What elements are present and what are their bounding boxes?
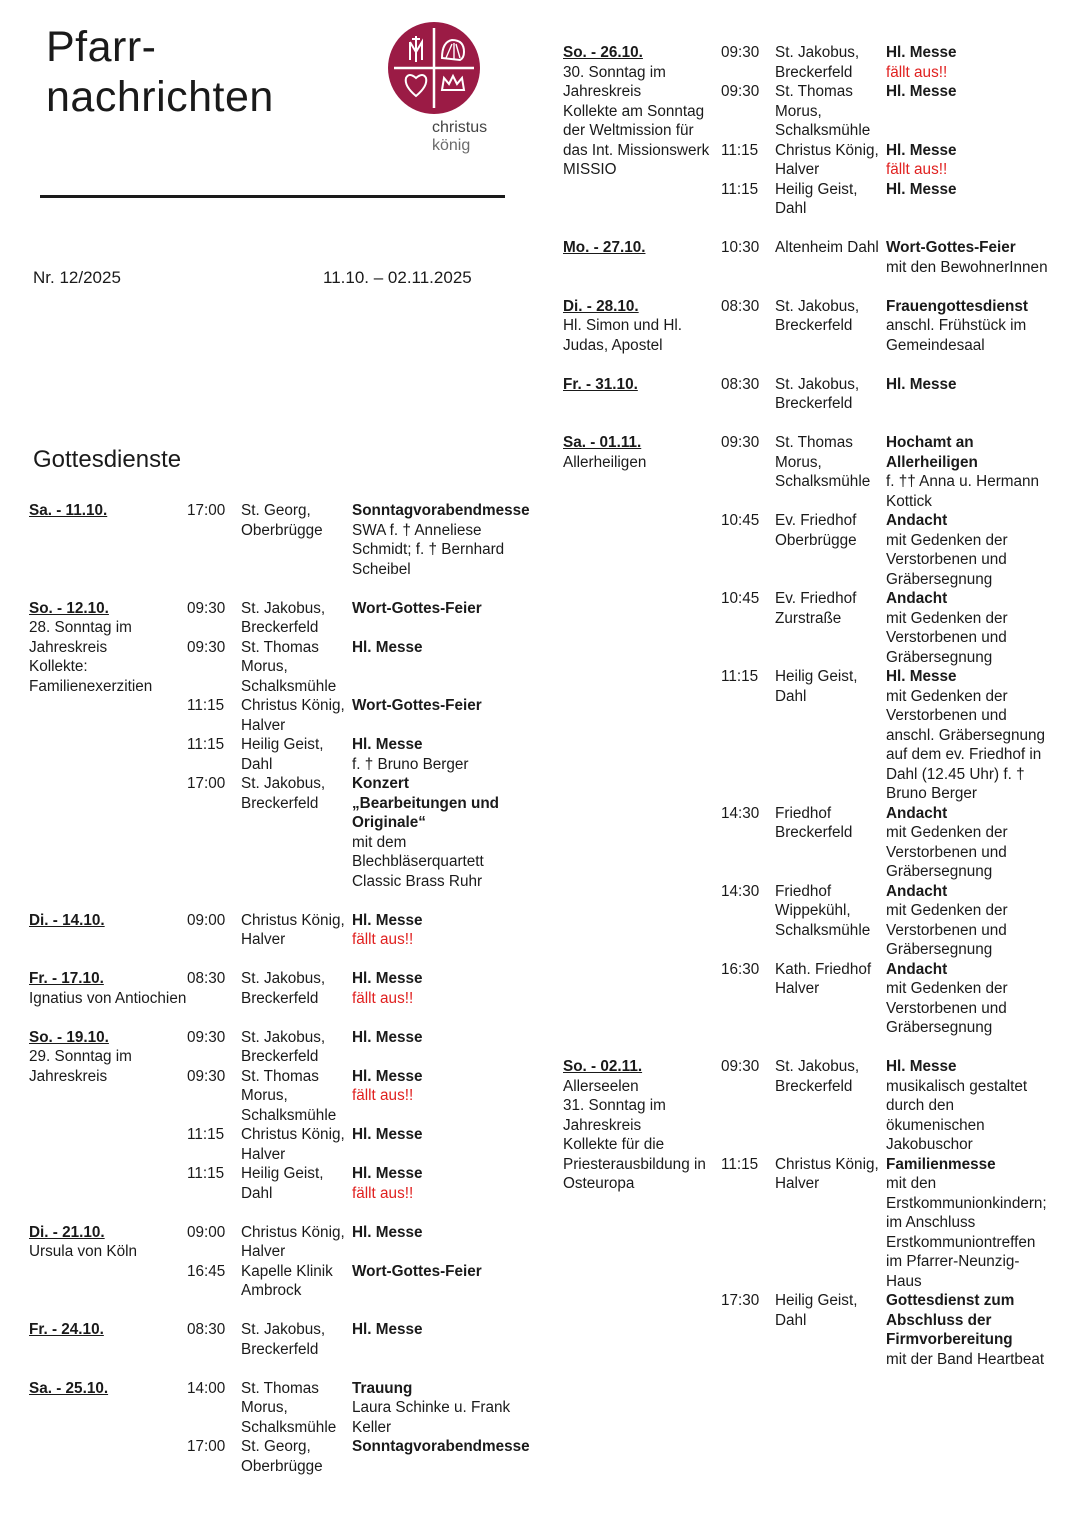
day-info xyxy=(563,375,721,414)
service-entry xyxy=(187,911,519,950)
service-detail: f. †† Anna u. Hermann Kottick xyxy=(886,473,1040,510)
service-entry xyxy=(721,882,1048,960)
service-entry xyxy=(721,375,1048,414)
service-title: Hl. Messe xyxy=(886,141,957,159)
service-event xyxy=(886,238,1048,277)
service-detail: SWA f. † Anneliese Schmidt; f. † Bernhard Scheibel xyxy=(352,521,505,578)
service-time: 08:30 xyxy=(187,970,226,987)
service-place: St. Jakobus, Breckerfeld xyxy=(241,775,326,812)
service-event xyxy=(886,433,1048,511)
page-title xyxy=(46,22,274,122)
day-block xyxy=(563,297,1048,356)
service-title: Hochamt an Allerheiligen xyxy=(886,434,978,471)
service-event xyxy=(352,1125,519,1164)
service-place: St. Jakobus, Breckerfeld xyxy=(775,375,860,412)
day-note: Kollekte am Sonntag der Weltmission für das Int. Missionswerk MISSIO xyxy=(563,102,710,178)
service-detail: mit Gedenken der Verstorbenen und Gräbersegnung xyxy=(886,531,1008,588)
schedule-column-right xyxy=(563,43,1048,1389)
service-list xyxy=(187,599,519,892)
service-title: Andacht xyxy=(886,512,948,529)
day-block xyxy=(29,969,519,1008)
service-time: 09:30 xyxy=(187,638,226,656)
day-block xyxy=(29,599,519,892)
service-title: Hl. Messe xyxy=(886,180,957,198)
service-place: St. Jakobus, Breckerfeld xyxy=(241,1321,326,1358)
day-date: Sa. - 25.10. xyxy=(29,1379,109,1397)
service-time: 17:00 xyxy=(187,1438,226,1455)
service-title: Hl. Messe xyxy=(886,668,957,685)
service-place: St. Georg, Oberbrügge xyxy=(241,1438,323,1475)
service-title: Hl. Messe xyxy=(886,375,957,393)
cancelled-notice: fällt aus!! xyxy=(886,63,948,81)
service-entry xyxy=(187,1028,519,1067)
service-event xyxy=(886,297,1048,356)
service-entry xyxy=(721,141,1048,180)
service-event xyxy=(886,1155,1048,1292)
service-place: Friedhof Breckerfeld xyxy=(775,804,853,841)
service-list xyxy=(721,238,1048,277)
cancelled-notice: fällt aus!! xyxy=(352,931,414,948)
service-title: Hl. Messe xyxy=(352,1028,423,1046)
service-time: 09:00 xyxy=(187,1223,226,1241)
day-date: So. - 19.10. xyxy=(29,1028,109,1046)
service-list xyxy=(187,501,530,579)
service-time: 16:30 xyxy=(721,960,760,978)
service-entry xyxy=(187,1262,519,1301)
service-place: Christus König, Halver xyxy=(775,141,879,178)
service-detail: mit Gedenken der Verstorbenen und Gräbersegnung xyxy=(886,824,1008,880)
service-place: Ev. Friedhof Zurstraße xyxy=(775,590,857,627)
title-line-1: Pfarr- xyxy=(46,23,157,71)
day-date: Di. - 21.10. xyxy=(29,1223,105,1241)
service-detail: mit der Band Heartbeat xyxy=(886,1350,1045,1368)
service-time: 17:30 xyxy=(721,1292,760,1309)
day-note: Allerheiligen xyxy=(563,453,647,471)
day-date: Fr. - 24.10. xyxy=(29,1321,104,1338)
service-time: 11:15 xyxy=(187,1165,225,1182)
service-title: Hl. Messe xyxy=(352,638,423,656)
day-block xyxy=(29,1028,519,1204)
service-detail: f. † Bruno Berger xyxy=(352,755,469,773)
section-title: Gottesdienste xyxy=(33,446,182,473)
schedule-column-left xyxy=(29,501,530,1496)
service-event xyxy=(352,501,530,579)
day-block xyxy=(29,1320,519,1359)
service-time: 16:45 xyxy=(187,1262,226,1280)
service-detail: Laura Schinke u. Frank Keller xyxy=(352,1399,511,1436)
day-date: Sa. - 01.11. xyxy=(563,434,642,451)
service-time: 17:00 xyxy=(187,775,226,792)
service-title: Frauengottesdienst xyxy=(886,297,1028,315)
service-event xyxy=(886,82,1048,141)
service-place: Christus König, Halver xyxy=(241,911,345,948)
service-title: Hl. Messe xyxy=(352,1126,423,1143)
service-event xyxy=(886,511,1048,589)
day-block xyxy=(29,1223,519,1301)
service-event xyxy=(352,1379,530,1438)
service-event xyxy=(886,882,1048,960)
service-entry xyxy=(721,433,1048,511)
service-title: Hl. Messe xyxy=(352,1223,423,1241)
service-detail: musikalisch gestaltet durch den ökumenischen Jakobuschor xyxy=(886,1077,1028,1153)
service-time: 14:30 xyxy=(721,882,760,900)
service-event xyxy=(352,969,519,1008)
service-event xyxy=(886,1057,1048,1155)
day-block xyxy=(563,375,1048,414)
day-info xyxy=(563,1057,721,1369)
service-event xyxy=(886,589,1048,667)
service-event xyxy=(352,696,519,735)
day-date: Di. - 28.10. xyxy=(563,297,639,315)
service-entry xyxy=(187,1379,530,1438)
day-note: Hl. Simon und Hl. Judas, Apostel xyxy=(563,317,683,354)
day-info xyxy=(29,969,187,1008)
logo-cross-icon xyxy=(388,22,480,114)
service-title: Hl. Messe xyxy=(352,1067,423,1085)
service-event xyxy=(352,1164,519,1203)
service-entry xyxy=(187,969,519,1008)
service-entry xyxy=(721,1155,1048,1292)
title-line-2: nachrichten xyxy=(46,73,274,121)
day-note: 29. Sonntag im Jahreskreis xyxy=(29,1048,132,1085)
service-entry xyxy=(721,1291,1048,1369)
service-title: Hl. Messe xyxy=(352,1165,423,1182)
service-entry xyxy=(721,589,1048,667)
service-time: 11:15 xyxy=(187,697,225,714)
logo-text-line-1: christus xyxy=(432,119,488,136)
service-title: Hl. Messe xyxy=(886,83,957,100)
service-time: 17:00 xyxy=(187,502,226,519)
logo-circle-icon xyxy=(388,22,480,114)
service-event xyxy=(352,638,519,697)
service-event xyxy=(352,1067,519,1126)
service-event xyxy=(352,1437,530,1476)
service-title: Andacht xyxy=(886,804,948,822)
service-entry xyxy=(187,638,519,697)
issue-number: Nr. 12/2025 xyxy=(33,268,121,287)
service-place: Kapelle Klinik Ambrock xyxy=(241,1262,333,1299)
service-title: Wort-Gottes-Feier xyxy=(352,697,482,714)
service-place: St. Jakobus, Breckerfeld xyxy=(241,599,326,636)
service-entry xyxy=(187,774,519,891)
service-detail: mit den BewohnerInnen xyxy=(886,258,1048,276)
service-list xyxy=(187,1320,519,1359)
service-entry xyxy=(721,960,1048,1038)
service-title: Andacht xyxy=(886,590,948,607)
service-place: St. Thomas Morus, Schalksmühle xyxy=(775,434,871,490)
service-detail: anschl. Frühstück im Gemeindesaal xyxy=(886,317,1027,354)
service-entry xyxy=(187,1164,519,1203)
day-info xyxy=(563,433,721,1038)
service-event xyxy=(886,141,1048,180)
cancelled-notice: fällt aus!! xyxy=(352,1087,414,1104)
service-title: Hl. Messe xyxy=(352,1321,423,1338)
service-detail: mit Gedenken der Verstorbenen und Gräbersegnung xyxy=(886,902,1008,958)
service-event xyxy=(352,911,519,950)
service-event xyxy=(886,960,1048,1038)
service-entry xyxy=(721,43,1048,82)
day-note: Kollekte: Familienexerzitien xyxy=(29,658,153,695)
service-time: 10:45 xyxy=(721,512,760,529)
header-divider xyxy=(40,195,505,198)
service-event xyxy=(352,1262,519,1301)
day-info xyxy=(29,911,187,950)
service-time: 14:30 xyxy=(721,804,760,822)
service-time: 09:30 xyxy=(187,1028,226,1046)
service-place: St. Georg, Oberbrügge xyxy=(241,502,323,539)
service-title: Hl. Messe xyxy=(352,970,423,987)
service-detail: mit dem Blechbläserquartett Classic Brass Ruhr xyxy=(352,833,484,890)
service-place: Heilig Geist, Dahl xyxy=(241,736,324,773)
service-place: Altenheim Dahl xyxy=(775,239,879,256)
day-date: So. - 12.10. xyxy=(29,599,109,617)
service-detail: mit den Erstkommunionkindern; im Anschluss Erstkommuniontreffen im Pfarrer-Neunzig-Haus xyxy=(886,1175,1047,1290)
service-time: 09:30 xyxy=(721,44,760,61)
service-list xyxy=(187,1028,519,1204)
service-time: 09:30 xyxy=(721,1058,760,1075)
day-note: 30. Sonntag im Jahreskreis xyxy=(563,63,666,100)
day-date: Fr. - 17.10. xyxy=(29,970,104,987)
service-event xyxy=(352,735,519,774)
service-time: 08:30 xyxy=(187,1321,226,1338)
day-date: Sa. - 11.10. xyxy=(29,502,108,519)
service-detail: mit Gedenken der Verstorbenen und Gräbersegnung xyxy=(886,980,1008,1036)
service-place: St. Jakobus, Breckerfeld xyxy=(241,1028,326,1065)
day-date: Mo. - 27.10. xyxy=(563,239,646,256)
service-entry xyxy=(721,804,1048,882)
service-time: 09:00 xyxy=(187,911,226,929)
service-list xyxy=(721,297,1048,356)
date-range: 11.10. – 02.11.2025 xyxy=(323,268,472,287)
day-info xyxy=(29,599,187,892)
service-entry xyxy=(721,1057,1048,1155)
service-entry xyxy=(187,1223,519,1262)
service-title: Trauung xyxy=(352,1379,413,1397)
service-place: Christus König, Halver xyxy=(241,697,345,734)
day-date: So. - 26.10. xyxy=(563,44,643,61)
service-time: 09:30 xyxy=(721,83,760,100)
service-event xyxy=(886,180,1048,219)
service-entry xyxy=(187,696,519,735)
service-place: St. Jakobus, Breckerfeld xyxy=(241,970,326,1007)
service-event xyxy=(352,774,519,891)
day-date: So. - 02.11. xyxy=(563,1058,643,1075)
service-title: Andacht xyxy=(886,882,948,900)
service-event xyxy=(886,375,1048,414)
service-title: Wort-Gottes-Feier xyxy=(352,599,482,617)
service-event xyxy=(886,43,1048,82)
service-time: 11:15 xyxy=(721,1155,759,1173)
service-list xyxy=(721,43,1048,219)
service-place: Christus König, Halver xyxy=(241,1223,345,1260)
service-entry xyxy=(721,297,1048,356)
service-time: 10:30 xyxy=(721,239,760,256)
service-place: St. Thomas Morus, Schalksmühle xyxy=(241,1379,337,1436)
service-event xyxy=(886,804,1048,882)
service-time: 11:15 xyxy=(721,180,759,198)
day-block xyxy=(563,238,1048,277)
day-info xyxy=(29,501,187,579)
service-time: 08:30 xyxy=(721,375,760,393)
service-event xyxy=(352,1223,519,1262)
service-list xyxy=(721,433,1048,1038)
service-place: St. Jakobus, Breckerfeld xyxy=(775,297,860,334)
service-title: Hl. Messe xyxy=(352,736,423,753)
service-detail: mit Gedenken der Verstorbenen und Gräbersegnung xyxy=(886,609,1008,666)
service-place: Kath. Friedhof Halver xyxy=(775,960,872,997)
service-title: Hl. Messe xyxy=(886,44,957,61)
service-event xyxy=(352,1320,519,1359)
day-note: 31. Sonntag im Jahreskreis xyxy=(563,1097,666,1134)
day-block xyxy=(563,433,1048,1038)
service-time: 08:30 xyxy=(721,297,760,315)
day-info xyxy=(29,1223,187,1301)
service-list xyxy=(187,911,519,950)
service-place: St. Thomas Morus, Schalksmühle xyxy=(241,638,337,695)
service-event xyxy=(352,1028,519,1067)
service-entry xyxy=(187,599,519,638)
service-place: Heilig Geist, Dahl xyxy=(775,668,858,705)
cancelled-notice: fällt aus!! xyxy=(886,161,948,178)
service-list xyxy=(187,1223,519,1301)
service-place: St. Jakobus, Breckerfeld xyxy=(775,1058,860,1095)
service-time: 10:45 xyxy=(721,590,760,607)
service-title: Andacht xyxy=(886,960,948,978)
service-entry xyxy=(187,1125,519,1164)
day-info xyxy=(563,238,721,277)
day-note: Kollekte für die Priesterausbildung in Osteuropa xyxy=(563,1136,706,1192)
service-time: 11:15 xyxy=(721,668,759,685)
service-entry xyxy=(187,1067,519,1126)
day-info xyxy=(563,297,721,356)
service-entry xyxy=(187,735,519,774)
day-info xyxy=(29,1320,187,1359)
service-entry xyxy=(721,667,1048,804)
service-place: Heilig Geist, Dahl xyxy=(775,180,858,217)
service-title: Wort-Gottes-Feier xyxy=(352,1262,482,1280)
day-date: Fr. - 31.10. xyxy=(563,375,638,393)
service-title: Wort-Gottes-Feier xyxy=(886,239,1016,256)
day-info xyxy=(29,1028,187,1204)
service-place: St. Jakobus, Breckerfeld xyxy=(775,44,860,81)
day-date: Di. - 14.10. xyxy=(29,911,105,929)
service-title: Hl. Messe xyxy=(352,911,423,929)
service-entry xyxy=(721,238,1048,277)
service-time: 14:00 xyxy=(187,1379,226,1397)
service-entry xyxy=(721,511,1048,589)
day-info xyxy=(29,1379,187,1477)
service-time: 11:15 xyxy=(721,141,759,159)
service-time: 09:30 xyxy=(721,434,760,451)
service-entry xyxy=(721,82,1048,141)
day-info xyxy=(563,43,721,219)
logo-text-line-2: könig xyxy=(432,137,471,154)
day-block xyxy=(29,1379,530,1477)
day-block xyxy=(29,911,519,950)
logo-text xyxy=(432,119,487,155)
service-event xyxy=(886,1291,1048,1369)
day-note: Allerseelen xyxy=(563,1077,639,1095)
service-time: 09:30 xyxy=(187,599,226,617)
service-place: Friedhof Wippekühl, Schalksmühle xyxy=(775,882,871,939)
service-place: Christus König, Halver xyxy=(775,1155,879,1192)
service-place: Christus König, Halver xyxy=(241,1126,345,1163)
service-place: Heilig Geist, Dahl xyxy=(241,1165,324,1202)
service-place: St. Thomas Morus, Schalksmühle xyxy=(241,1067,337,1124)
service-time: 09:30 xyxy=(187,1067,226,1085)
service-title: Familienmesse xyxy=(886,1155,996,1173)
day-block xyxy=(29,501,530,579)
service-title: Hl. Messe xyxy=(886,1058,957,1075)
service-list xyxy=(187,1379,530,1477)
service-list xyxy=(187,969,519,1008)
day-block xyxy=(563,43,1048,219)
service-title: Sonntagvorabendmesse xyxy=(352,502,530,519)
service-entry xyxy=(187,1437,530,1476)
day-note: Ursula von Köln xyxy=(29,1243,137,1260)
service-title: Sonntagvorabendmesse xyxy=(352,1438,530,1455)
service-event xyxy=(886,667,1048,804)
cancelled-notice: fällt aus!! xyxy=(352,1184,414,1202)
cancelled-notice: fällt aus!! xyxy=(352,989,414,1007)
day-block xyxy=(563,1057,1048,1369)
parish-logo xyxy=(388,22,500,162)
service-title: Konzert „Bearbeitungen und Originale“ xyxy=(352,775,500,831)
service-entry xyxy=(187,1320,519,1359)
service-time: 11:15 xyxy=(187,1126,225,1143)
service-list xyxy=(721,1057,1048,1369)
day-note: 28. Sonntag im Jahreskreis xyxy=(29,619,132,656)
service-place: Ev. Friedhof Oberbrügge xyxy=(775,512,857,549)
service-time: 11:15 xyxy=(187,736,225,753)
service-list xyxy=(721,375,1048,414)
service-detail: mit Gedenken der Verstorbenen und anschl. Gräbersegnung auf dem ev. Friedhof in Dahl (12.45 Uhr) f. † Bruno Berger xyxy=(886,687,1046,802)
service-entry xyxy=(721,180,1048,219)
service-event xyxy=(352,599,519,638)
service-place: St. Thomas Morus, Schalksmühle xyxy=(775,83,871,139)
service-entry xyxy=(187,501,530,579)
service-place: Heilig Geist, Dahl xyxy=(775,1292,858,1329)
service-title: Gottesdienst zum Abschluss der Firmvorbereitung xyxy=(886,1292,1015,1348)
day-note: Ignatius von Antiochien xyxy=(29,989,187,1007)
